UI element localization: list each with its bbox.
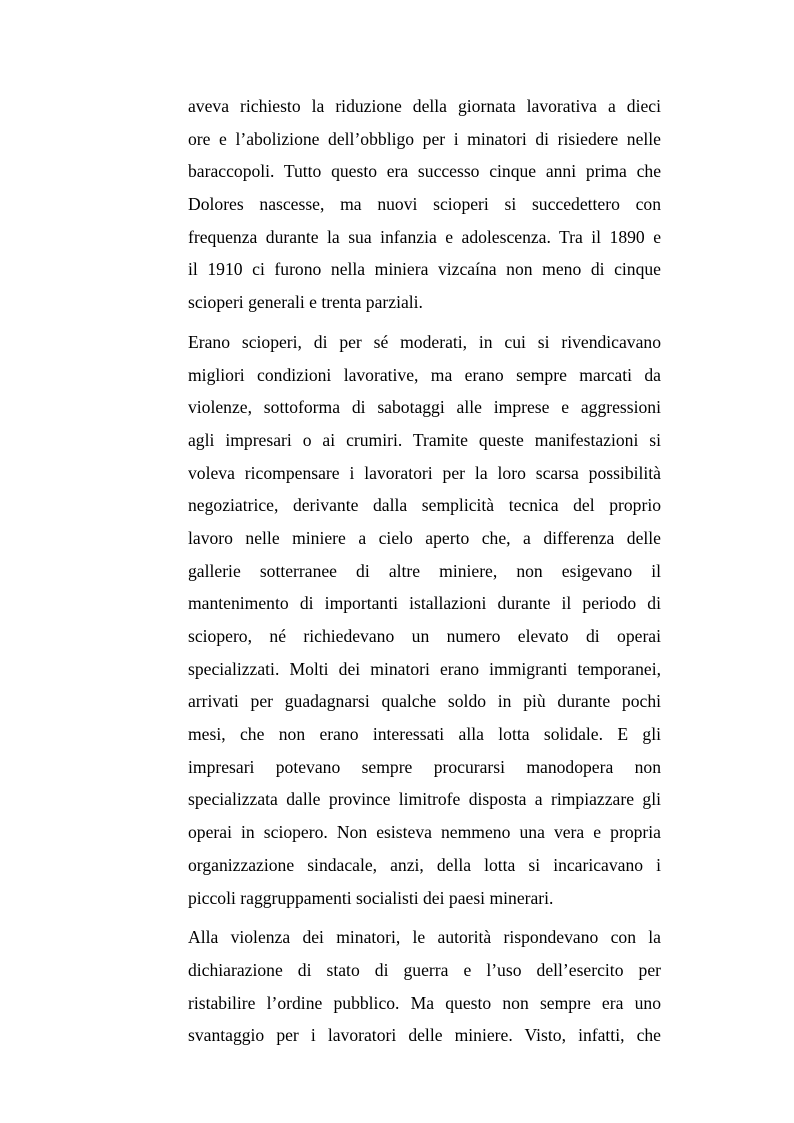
text-line: piccoli raggruppamenti socialisti dei paesi minerari.: [188, 887, 554, 908]
text-line: specializzati. Molti dei minatori erano immigranti temporanei,: [188, 658, 661, 679]
text-line: mantenimento di importanti istallazioni durante il periodo di: [188, 593, 661, 614]
text-line: ristabilire l’ordine pubblico. Ma questo non sempre era uno: [188, 992, 661, 1013]
text-line: il 1910 ci furono nella miniera vizcaína non meno di cinque: [188, 259, 661, 280]
text-line: frequenza durante la sua infanzia e adolescenza. Tra il 1890 e: [188, 226, 661, 247]
paragraph-3: [188, 921, 661, 1052]
paragraph-2: [188, 326, 661, 914]
text-line: impresari potevano sempre procurarsi manodopera non: [188, 756, 661, 777]
text-line: ore e l’abolizione dell’obbligo per i minatori di risiedere nelle: [188, 128, 661, 149]
text-line: scioperi generali e trenta parziali.: [188, 292, 423, 313]
text-line: Erano scioperi, di per sé moderati, in cui si rivendicavano: [188, 331, 661, 352]
text-line: baraccopoli. Tutto questo era successo cinque anni prima che: [188, 161, 661, 182]
paragraph-1: [188, 90, 661, 319]
text-line: gallerie sotterranee di altre miniere, non esigevano il: [188, 560, 661, 581]
text-line: lavoro nelle miniere a cielo aperto che, a differenza delle: [188, 527, 661, 548]
text-line: dichiarazione di stato di guerra e l’uso dell’esercito per: [188, 959, 661, 980]
text-line: arrivati per guadagnarsi qualche soldo in più durante pochi: [188, 691, 661, 712]
text-line: migliori condizioni lavorative, ma erano sempre marcati da: [188, 364, 661, 385]
body-text: [188, 90, 661, 1052]
text-line: specializzata dalle province limitrofe disposta a rimpiazzare gli: [188, 789, 661, 810]
text-line: svantaggio per i lavoratori delle miniere. Visto, infatti, che: [188, 1025, 661, 1046]
text-line: violenze, sottoforma di sabotaggi alle imprese e aggressioni: [188, 397, 661, 418]
text-line: organizzazione sindacale, anzi, della lotta si incaricavano i: [188, 854, 661, 875]
text-line: operai in sciopero. Non esisteva nemmeno una vera e propria: [188, 822, 661, 843]
text-line: aveva richiesto la riduzione della giornata lavorativa a dieci: [188, 96, 661, 116]
text-line: agli impresari o ai crumiri. Tramite queste manifestazioni si: [188, 429, 661, 450]
text-line: negoziatrice, derivante dalla semplicità tecnica del proprio: [188, 495, 661, 516]
text-line: voleva ricompensare i lavoratori per la loro scarsa possibilità: [188, 462, 661, 483]
text-line: Alla violenza dei minatori, le autorità rispondevano con la: [188, 927, 661, 948]
text-line: Dolores nascesse, ma nuovi scioperi si succedettero con: [188, 194, 661, 215]
text-line: sciopero, né richiedevano un numero elevato di operai: [188, 626, 661, 646]
text-line: mesi, che non erano interessati alla lotta solidale. E gli: [188, 724, 661, 745]
